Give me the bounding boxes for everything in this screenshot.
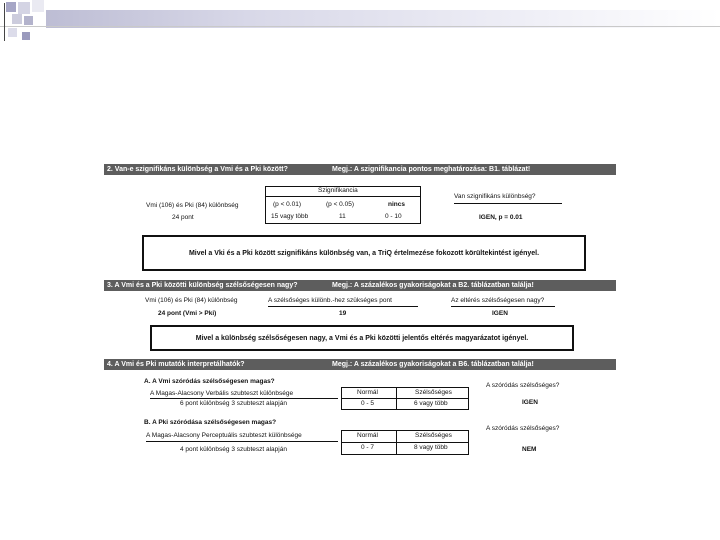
s4b-val-1: 0 - 7: [361, 444, 375, 451]
s4b-col-2: Szélsőséges: [415, 432, 452, 439]
sig-title: Szignifikancia: [318, 187, 358, 194]
s4a-line1: A Magas-Alacsony Verbális szubteszt különbsége: [150, 390, 294, 397]
s4b-table-hdivider: [342, 442, 468, 443]
s3-conclusion-banner: [150, 325, 574, 351]
s3-question: Az eltérés szélsőségesen nagy?: [451, 297, 545, 304]
s4a-question: A szóródás szélsőséges?: [486, 382, 560, 389]
section-3-header: [104, 280, 616, 291]
s2-answer: IGEN, p = 0.01: [479, 214, 523, 221]
sig-col-2: (p < 0.05): [326, 201, 355, 208]
s3-crit-label: A szélsőséges különb.-hez szükséges pont: [268, 297, 392, 304]
s4b-line2: 4 pont különbség 3 szubteszt alapján: [180, 446, 287, 453]
decoration-vertical-line: [4, 3, 5, 41]
s2-row-value: 24 pont: [172, 214, 194, 221]
s3-conclusion-text: Mivel a különbség szélsőségesen nagy, a Vmi és a Pki közötti jelentős eltérés magyarázatot igényel.: [195, 334, 529, 342]
section-2-title: 2. Van-e szignifikáns különbség a Vmi és a Pki között?: [107, 166, 288, 173]
s2-conclusion-text: Mivel a Vki és a Pki között szignifikáns különbség van, a TriQ értelmezése fokozott körültekintést igényel.: [188, 249, 540, 257]
decoration-square: [22, 32, 30, 40]
s4a-title: A. A Vmi szóródás szélsőségesen magas?: [144, 378, 275, 385]
section-3-title: 3. A Vmi és a Pki közötti különbség szélsőségesen nagy?: [107, 282, 298, 289]
s4b-val-2: 8 vagy több: [414, 444, 448, 451]
s2-row-label: Vmi (106) és Pki (84) különbség: [146, 202, 239, 209]
section-2-header: [104, 164, 616, 175]
s4b-title: B. A Pki szóródása szélsőségesen magas?: [144, 419, 277, 426]
slide-decoration: [0, 0, 720, 45]
significance-table: [265, 186, 421, 224]
sig-col-1: (p < 0.01): [273, 201, 302, 208]
s4b-question: A szóródás szélsőséges?: [486, 425, 560, 432]
s3-crit-underline: [268, 306, 418, 307]
section-3-note: Megj.: A százalékos gyakoriságokat a B2. táblázatban találja!: [332, 282, 534, 289]
s3-row-value: 24 pont (Vmi > Pki): [158, 310, 217, 317]
section-2-note: Megj.: A szignifikancia pontos meghatározása: B1. táblázat!: [332, 166, 531, 173]
s2-question: Van szignifikáns különbség?: [454, 193, 536, 200]
s3-answer: IGEN: [492, 310, 508, 317]
s2-question-underline: [454, 203, 562, 204]
decoration-square: [24, 16, 33, 25]
s4a-val-1: 0 - 5: [361, 400, 375, 407]
sig-val-2: 11: [339, 213, 346, 220]
s4a-table-hdivider: [342, 398, 468, 399]
sig-val-3: 0 - 10: [385, 213, 402, 220]
s4b-line1: A Magas-Alacsony Perceptuális szubteszt különbsége: [146, 432, 302, 439]
s3-row-label: Vmi (106) és Pki (84) különbség: [145, 297, 238, 304]
header-rule: [0, 26, 720, 27]
s2-conclusion-banner: [142, 235, 586, 271]
s4b-line1-underline: [146, 441, 338, 442]
s4b-col-1: Normál: [357, 432, 378, 439]
decoration-square: [6, 2, 16, 12]
s4a-table: [341, 387, 469, 410]
section-4-header: [104, 359, 616, 370]
section-4-title: 4. A Vmi és Pki mutatók interpretálhatók?: [107, 361, 245, 368]
decoration-square: [8, 28, 17, 37]
s4a-col-1: Normál: [357, 389, 378, 396]
s4a-table-vdivider: [396, 388, 397, 409]
sig-col-3: nincs: [388, 201, 405, 208]
s4b-table: [341, 430, 469, 455]
decoration-square: [32, 0, 44, 12]
s3-crit-value: 19: [339, 310, 347, 317]
sig-val-1: 15 vagy több: [271, 213, 309, 220]
s4a-val-2: 6 vagy több: [414, 400, 448, 407]
sig-divider: [266, 196, 420, 197]
s4b-table-vdivider: [396, 431, 397, 454]
s4a-answer: IGEN: [522, 399, 538, 406]
s4a-col-2: Szélsőséges: [415, 389, 452, 396]
s4b-answer: NEM: [522, 446, 537, 453]
s4a-line2: 6 pont különbség 3 szubteszt alapján: [180, 400, 287, 407]
section-4-note: Megj.: A százalékos gyakoriságokat a B6. táblázatban találja!: [332, 361, 534, 368]
decoration-square: [12, 14, 22, 24]
s3-question-underline: [451, 306, 555, 307]
s4a-line1-underline: [150, 398, 338, 399]
decoration-square: [18, 2, 30, 14]
